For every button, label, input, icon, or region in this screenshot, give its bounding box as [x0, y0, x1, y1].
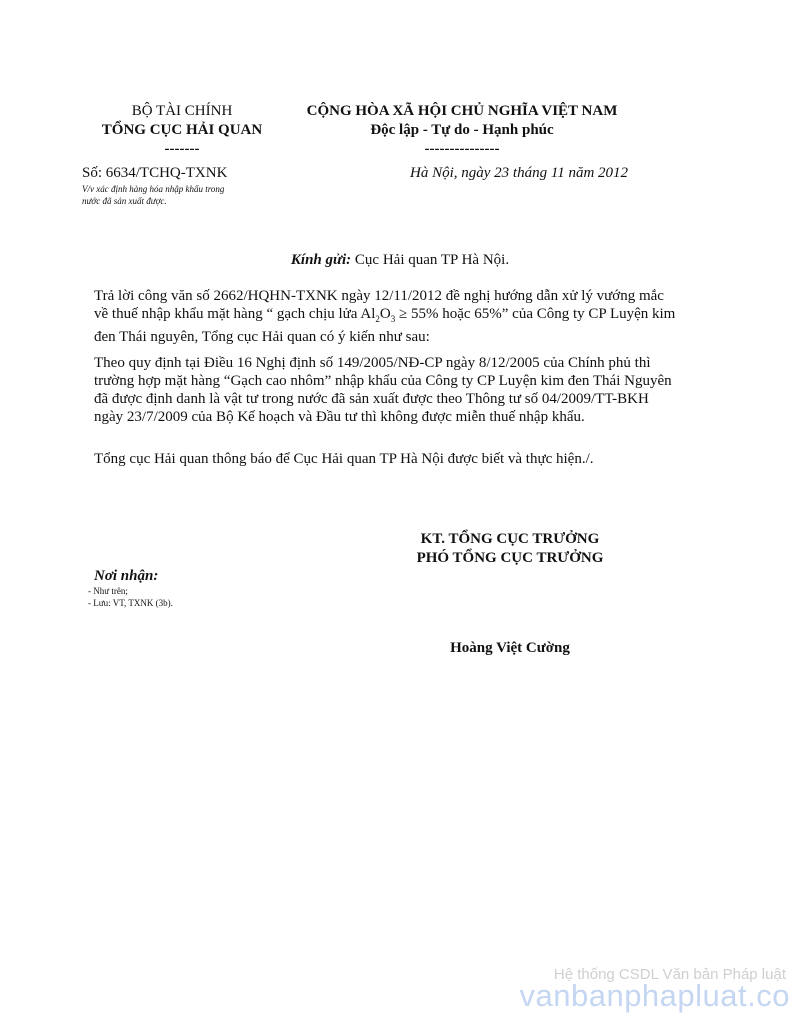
national-header — [292, 102, 632, 159]
ministry-name: BỘ TÀI CHÍNH — [131, 103, 233, 119]
department-name: TỔNG CỤC HẢI QUAN — [101, 122, 263, 138]
subject-line-2: nước đã sản xuất được. — [82, 196, 167, 206]
subscript-3: 3 — [390, 314, 396, 324]
formula-o: O — [379, 306, 391, 322]
signature-block — [380, 530, 640, 568]
paragraph-2-line-1: Theo quy định tại Điều 16 Nghị định số 149/2005/NĐ-CP ngày 8/12/2005 của Chính phủ thì — [94, 355, 651, 371]
watermark-caption: Hệ thống CSDL Văn bản Pháp luật — [553, 966, 786, 983]
paragraph-3: Tổng cục Hải quan thông báo để Cục Hải quan TP Hà Nội được biết và thực hiện./. — [94, 451, 594, 467]
right-divider: --------------- — [424, 141, 500, 157]
paragraph-1-line-2 — [94, 305, 714, 328]
paragraph-2-line-2: trường hợp mặt hàng “Gạch cao nhôm” nhập khẩu của Công ty CP Luyện kim đen Thái Nguyên — [94, 373, 672, 389]
recipients-list — [88, 585, 173, 609]
subscript-2: 2 — [375, 314, 380, 324]
addressee-name: Cục Hải quan TP Hà Nội. — [354, 252, 510, 268]
left-divider: ------- — [164, 141, 200, 157]
document-date: Hà Nội, ngày 23 tháng 11 năm 2012 — [410, 165, 629, 181]
paragraph-1 — [94, 287, 714, 346]
paragraph-2-line-4: ngày 23/7/2009 của Bộ Kế hoạch và Đầu tư thì không được miễn thuế nhập khẩu. — [94, 409, 585, 425]
paragraph-2 — [94, 354, 714, 426]
recipients-label: Nơi nhận: — [94, 568, 159, 584]
recipient-item: - Như trên; — [88, 586, 128, 596]
paragraph-1-line-2-a: về thuế nhập khẩu mặt hàng “ gạch chịu lửa Al — [94, 306, 376, 322]
signer-name: Hoàng Việt Cường — [450, 640, 570, 656]
watermark-site: vanbanphapluat.co — [519, 978, 790, 1013]
signature-title-1: KT. TỔNG CỤC TRƯỞNG — [420, 531, 600, 547]
motto: Độc lập - Tự do - Hạnh phúc — [370, 122, 554, 138]
subject-line-1: V/v xác định hàng hóa nhập khẩu trong — [82, 184, 225, 194]
paragraph-2-line-3: đã được định danh là vật tư trong nước đã sản xuất được theo Thông tư số 04/2009/TT-BKH — [94, 391, 649, 407]
document-subject — [82, 183, 292, 207]
addressee — [0, 252, 800, 269]
agency-header — [82, 102, 282, 159]
paragraph-1-line-2-b: ≥ 55% hoặc 65%” của Công ty CP Luyện kim — [395, 306, 676, 322]
document-number: Số: 6634/TCHQ-TXNK — [82, 165, 228, 181]
republic-title: CỘNG HÒA XÃ HỘI CHỦ NGHĨA VIỆT NAM — [306, 103, 618, 119]
recipient-item: - Lưu: VT, TXNK (3b). — [88, 598, 173, 608]
addressee-label: Kính gửi: — [290, 252, 352, 268]
signature-title-2: PHÓ TỔNG CỤC TRƯỞNG — [416, 550, 604, 566]
paragraph-1-line-3: đen Thái nguyên, Tổng cục Hải quan có ý kiến như sau: — [94, 329, 430, 345]
paragraph-1-line-1: Trả lời công văn số 2662/HQHN-TXNK ngày 12/11/2012 đề nghị hướng dẫn xử lý vướng mắc — [94, 288, 664, 304]
